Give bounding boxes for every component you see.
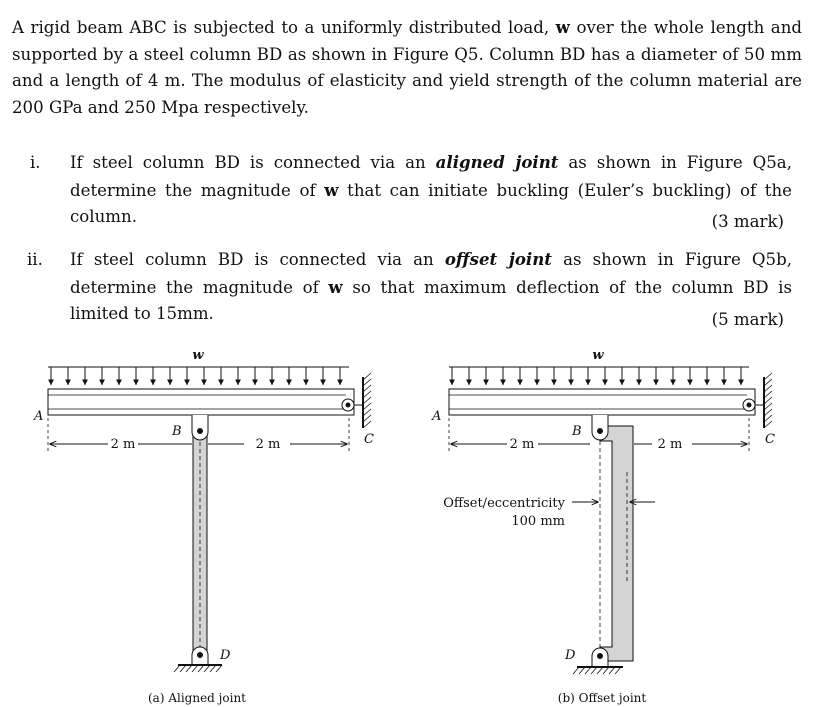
- question-i: If steel column BD is connected via an aligned joint as shown in Figure Q5a, determine the magnitude of w that can initiate buckling (Euler’s buckling) of the column.: [70, 152, 792, 227]
- fig-a-column-bd: [193, 428, 207, 650]
- marks-ii: (5 mark): [711, 310, 784, 329]
- fig-b-offset-label: Offset/eccentricity: [443, 496, 565, 511]
- fig-b-caption: (b) Offset joint: [557, 691, 647, 705]
- question-number-ii: ii.: [27, 250, 43, 269]
- fig-a-load-label: w: [192, 348, 204, 363]
- fig-b-offset-value: 100 mm: [511, 514, 565, 529]
- question-ii: If steel column BD is connected via an offset joint as shown in Figure Q5b, determine the magnitude of w so that maximum deflection of the column BD is limited to 15mm.: [70, 249, 792, 324]
- fig-b-label-b: B: [572, 424, 582, 439]
- fig-a-caption: (a) Aligned joint: [147, 691, 247, 705]
- fig-b-dim-left-label: 2 m: [509, 437, 535, 452]
- fig-a-label-b: B: [172, 424, 182, 439]
- fig-a-udl-arrows: [51, 367, 340, 385]
- load-symbol-w: w: [555, 17, 570, 37]
- fig-a-label-a: A: [34, 409, 44, 424]
- fig-b-joint-b: [592, 415, 608, 440]
- figure-b: [449, 348, 772, 674]
- fig-a-label-d: D: [220, 648, 231, 663]
- fig-a-dim-right-label: 2 m: [255, 437, 281, 452]
- fig-b-beam: [449, 389, 755, 415]
- fig-b-offset-column: [600, 426, 633, 661]
- marks-i: (3 mark): [711, 212, 784, 231]
- fig-b-load-label: w: [592, 348, 604, 363]
- fig-a-label-c: C: [364, 432, 374, 447]
- figure-a: [48, 348, 371, 672]
- fig-b-label-a: A: [432, 409, 442, 424]
- problem-statement: A rigid beam ABC is subjected to a uniformly distributed load, w over the whole length and supported by a steel column BD as shown in Figure Q5. Column BD has a diameter of 50 mm and a length of 4 m. The modulus of elasticity and yield strength of the column material are 200 GPa and 250 Mpa respectively.: [12, 17, 803, 117]
- fig-b-udl-arrows: [452, 367, 741, 385]
- fig-a-joint-b: [192, 415, 208, 440]
- fig-b-label-d: D: [565, 648, 576, 663]
- fig-b-dim-right-label: 2 m: [657, 437, 683, 452]
- fig-b-label-c: C: [765, 432, 775, 447]
- fig-a-dim-left-label: 2 m: [110, 437, 136, 452]
- question-number-i: i.: [30, 153, 41, 172]
- fig-a-beam: [48, 389, 354, 415]
